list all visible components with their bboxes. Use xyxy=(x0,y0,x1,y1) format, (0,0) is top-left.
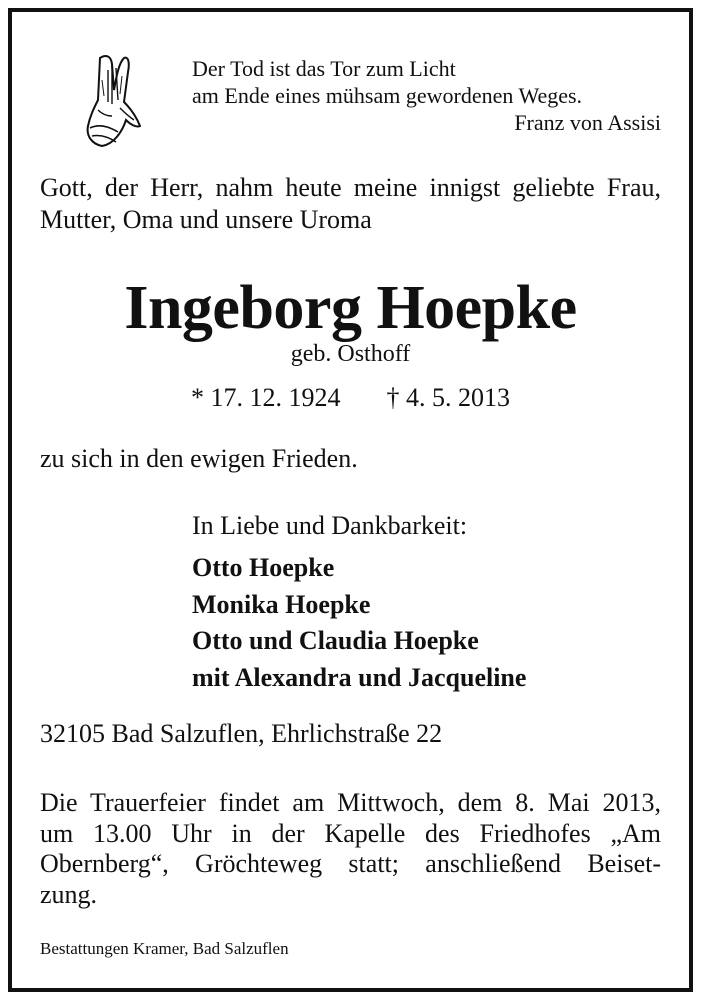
funeral-line: zung. xyxy=(40,879,98,909)
quote-line: am Ende eines mühsam gewordenen Weges. xyxy=(192,83,583,108)
gratitude-line: In Liebe und Dankbarkeit: xyxy=(192,511,468,540)
funeral-notice xyxy=(40,788,661,910)
undertaker: Bestattungen Kramer, Bad Salzuflen xyxy=(40,939,289,958)
life-dates xyxy=(0,382,701,414)
deceased-name: Ingeborg Hoepke xyxy=(124,274,577,342)
mourner-name: Otto und Claudia Hoepke xyxy=(192,626,479,655)
quote-author: Franz von Assisi xyxy=(514,110,661,135)
mourner-name: Otto Hoepke xyxy=(192,553,335,582)
maiden-name: geb. Osthoff xyxy=(290,341,411,367)
mourners-list xyxy=(192,550,526,696)
funeral-line: Obernberg“, Gröchteweg statt; anschließend Beiset- xyxy=(40,849,661,878)
quote xyxy=(192,55,582,109)
peace-text: zu sich in den ewigen Frieden. xyxy=(40,444,358,473)
funeral-line: Die Trauerfeier findet am Mittwoch, dem 8. Mai 2013, xyxy=(40,788,661,817)
mourner-name: mit Alexandra und Jacqueline xyxy=(192,662,527,692)
funeral-line: um 13.00 Uhr in der Kapelle des Friedhofes „Am xyxy=(40,818,661,848)
death-date: † 4. 5. 2013 xyxy=(386,383,510,412)
address: 32105 Bad Salzuflen, Ehrlichstraße 22 xyxy=(40,719,443,748)
praying-hands-icon xyxy=(78,50,148,150)
birth-date: * 17. 12. 1924 xyxy=(191,383,341,412)
quote-line: Der Tod ist das Tor zum Licht xyxy=(192,56,456,81)
intro-text: Gott, der Herr, nahm heute meine innigst geliebte Frau, Mutter, Oma und unsere Uroma xyxy=(40,173,661,234)
mourner-name: Monika Hoepke xyxy=(192,589,371,619)
